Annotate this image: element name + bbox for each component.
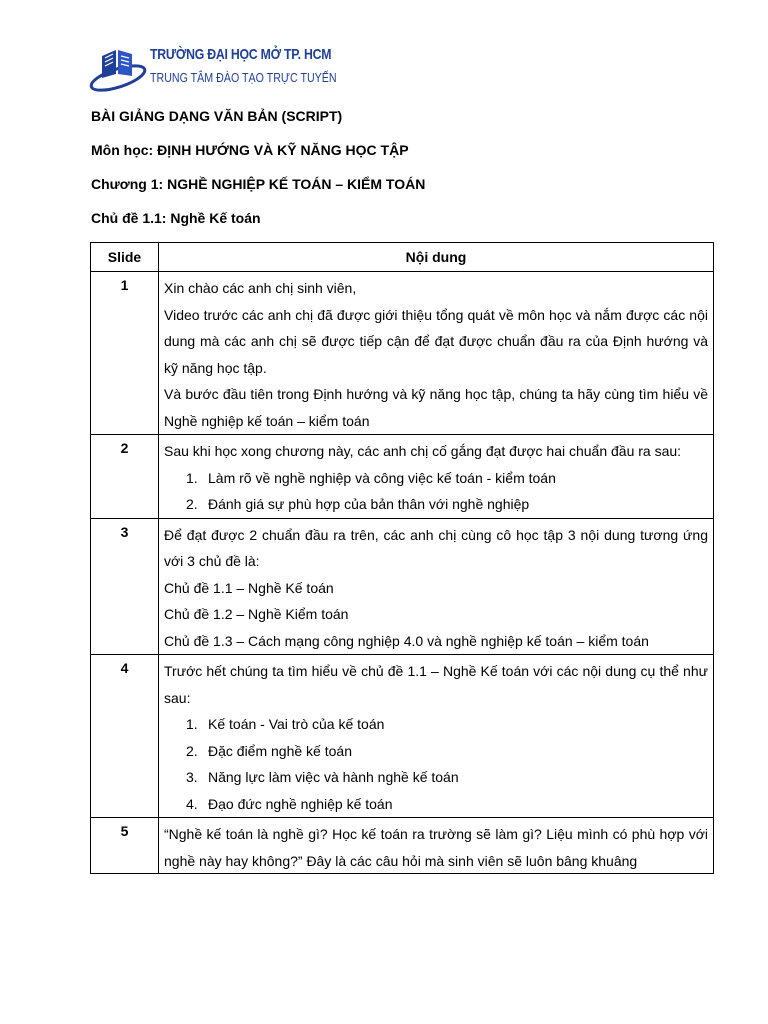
table-header-row <box>91 243 714 272</box>
list-item-text: Năng lực làm việc và hành nghề kế toán <box>208 769 459 785</box>
list-item: 2. Đánh giá sự phù hợp của bản thân với nghề nghiệp <box>186 496 530 512</box>
university-logo <box>88 44 337 94</box>
list-item: 2. Đặc điểm nghề kế toán <box>186 742 352 759</box>
list-item: 1. Kế toán - Vai trò của kế toán <box>186 716 385 732</box>
slide-number: 3 <box>91 518 159 655</box>
script-table <box>90 242 714 874</box>
content-line: Sau khi học xong chương này, các anh chị cố gắng đạt được hai chuẩn đầu ra sau: <box>164 443 682 459</box>
slide-number: 5 <box>91 818 159 874</box>
list-item-text: Đánh giá sự phù hợp của bản thân với nghề nghiệp <box>208 496 530 512</box>
column-header-slide: Slide <box>91 243 159 272</box>
logo-center-name: TRUNG TÂM ĐÀO TẠO TRỰC TUYẾN <box>150 70 337 85</box>
course-heading: Môn học: ĐỊNH HƯỚNG VÀ KỸ NĂNG HỌC TẬP <box>91 142 409 158</box>
list-item-text: Đặc điểm nghề kế toán <box>208 742 352 759</box>
list-item-text: Đạo đức nghề nghiệp kế toán <box>208 795 393 812</box>
content-line: Chủ đề 1.2 – Nghề Kiểm toán <box>164 606 349 622</box>
table-row <box>91 518 714 655</box>
table-row <box>91 435 714 519</box>
slide-number: 2 <box>91 435 159 519</box>
list-item: 3. Năng lực làm việc và hành nghề kế toán <box>186 769 459 785</box>
logo-university-name: TRƯỜNG ĐẠI HỌC MỞ TP. HCM <box>150 46 332 63</box>
slide-content <box>159 655 714 818</box>
content-line: Để đạt được 2 chuẩn đầu ra trên, các anh chị cùng cô học tập 3 nội dung tương ứng với 3 chủ đề là: <box>164 526 708 569</box>
column-header-content: Nội dung <box>159 243 714 272</box>
table-row <box>91 818 714 874</box>
list-item-text: Kế toán - Vai trò của kế toán <box>208 716 385 732</box>
list-item: 1. Làm rõ về nghề nghiệp và công việc kế toán - kiểm toán <box>186 469 556 486</box>
slide-number: 1 <box>91 272 159 435</box>
content-line: Trước hết chúng ta tìm hiểu về chủ đề 1.1 – Nghề Kế toán với các nội dung cụ thể như sau: <box>164 663 708 706</box>
document-title: BÀI GIẢNG DẠNG VĂN BẢN (SCRIPT) <box>91 108 343 124</box>
list-item-text: Làm rõ về nghề nghiệp và công việc kế toán - kiểm toán <box>208 469 556 486</box>
content-line: Video trước các anh chị đã được giới thiệu tổng quát về môn học và nắm được các nội dung mà các anh chị sẽ được tiếp cận để đạt được chuẩn đầu ra của Định hướng và kỹ năng học tập. <box>164 306 708 376</box>
content-line: “Nghề kế toán là nghề gì? Học kế toán ra trường sẽ làm gì? Liệu mình có phù hợp với nghề này hay không?” Đây là các câu hỏi mà sinh viên sẽ luôn bâng khuâng <box>164 826 708 869</box>
content-line: Chủ đề 1.1 – Nghề Kế toán <box>164 579 334 596</box>
content-line: Xin chào các anh chị sinh viên, <box>164 280 357 296</box>
table-row <box>91 655 714 818</box>
list-item: 4. Đạo đức nghề nghiệp kế toán <box>186 795 393 812</box>
table-row <box>91 272 714 435</box>
slide-content <box>159 435 714 519</box>
chapter-heading: Chương 1: NGHỀ NGHIỆP KẾ TOÁN – KIỂM TOÁN <box>91 176 426 192</box>
slide-content <box>159 518 714 655</box>
topic-heading: Chủ đề 1.1: Nghề Kế toán <box>91 210 261 226</box>
content-line: Và bước đầu tiên trong Định hướng và kỹ năng học tập, chúng ta hãy cùng tìm hiểu về Nghề nghiệp kế toán – kiểm toán <box>164 386 708 429</box>
content-line: Chủ đề 1.3 – Cách mạng công nghiệp 4.0 và nghề nghiệp kế toán – kiểm toán <box>164 632 649 649</box>
open-book-logo-icon <box>88 48 150 94</box>
slide-content <box>159 818 714 874</box>
slide-content <box>159 272 714 435</box>
slide-number: 4 <box>91 655 159 818</box>
